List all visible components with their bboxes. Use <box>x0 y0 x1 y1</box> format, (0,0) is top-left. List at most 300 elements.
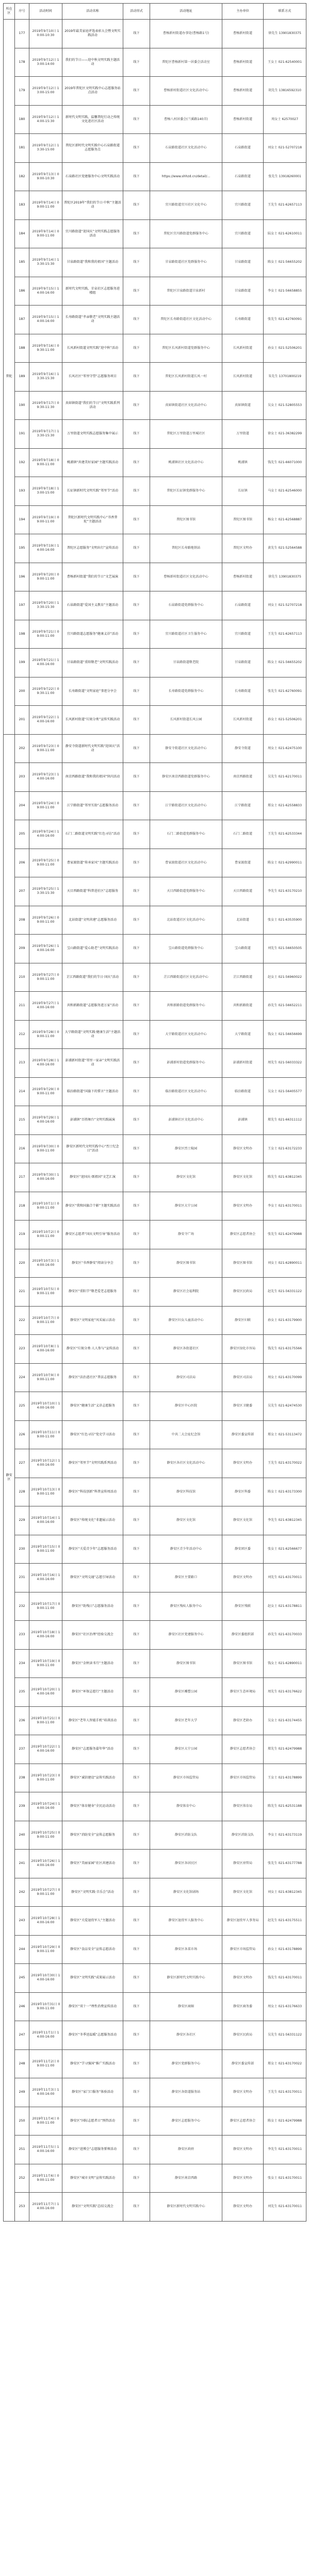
place-cell: 静安区雕塑公园 <box>150 1678 222 1707</box>
seq-cell: 247 <box>15 2021 29 2050</box>
seq-cell: 215 <box>15 1106 29 1135</box>
place-cell: 静安区南京西路 <box>150 2164 222 2193</box>
contact-cell: 吴先生 021-62474530 <box>264 1392 306 1421</box>
place-cell: 石门二路街道党群服务中心 <box>150 820 222 849</box>
name-cell: 静安区“文明家庭”风采展示活动 <box>62 1306 123 1335</box>
type-cell: 线下 <box>123 477 150 506</box>
name-cell: 静安区“文明实践·音乐会”活动 <box>62 1878 123 1907</box>
date-cell: 2019年9月23日 14:00-16:00 <box>29 763 62 792</box>
date-cell: 2019年9月18日 13:00-15:00 <box>29 477 62 506</box>
contact-cell: 刘先生 021-56650505 <box>264 935 306 963</box>
contact-cell: 赵女士 021-63178811 <box>264 1592 306 1621</box>
contact-cell: 李先生 021-63812345 <box>264 1506 306 1535</box>
org-cell: 静安区委宣传部 <box>222 1420 264 1449</box>
name-cell: 彭浦镇“百姓舞台”文明实践展演 <box>62 1106 123 1135</box>
date-cell: 2019年9月23日 09:00-11:00 <box>29 734 62 763</box>
name-cell: 宜川路街道“迎国庆”文明实践志愿服务活动 <box>62 219 123 248</box>
name-cell: 静安区“老年人智能手机”培训活动 <box>62 1706 123 1735</box>
header-seq: 序号 <box>15 4 29 20</box>
place-cell: 普陀区曹杨新村第一居委会活动室 <box>150 48 222 77</box>
org-cell: 静安区卫健委 <box>222 1392 264 1421</box>
seq-cell: 224 <box>15 1363 29 1392</box>
type-cell: 线下 <box>123 1535 150 1564</box>
place-cell: 曹杨八村居委会(兰溪路140弄) <box>150 105 222 134</box>
type-cell: 线下 <box>123 877 150 906</box>
table-row <box>4 1163 306 1192</box>
table-row <box>4 1764 306 1792</box>
org-cell: 南京西路街道 <box>222 763 264 792</box>
name-cell: 静安区“家门口服务”体验活动 <box>62 2078 123 2107</box>
place-cell: 静安区文化馆 <box>150 1506 222 1535</box>
type-cell: 线下 <box>123 1792 150 1821</box>
date-cell: 2019年9月26日 09:00-11:00 <box>29 906 62 935</box>
org-cell: 曹家渡街道 <box>222 849 264 877</box>
type-cell: 线下 <box>123 963 150 992</box>
contact-cell: 吴先生 021-56331122 <box>264 2021 306 2050</box>
name-cell: 普陀区2019年“我们的节日·中秋”主题活动 <box>62 191 123 220</box>
type-cell: 线下 <box>123 849 150 877</box>
name-cell: 静安区“金秋读书月”主题活动 <box>62 1649 123 1678</box>
table-row <box>4 2107 306 2136</box>
table-row <box>4 1278 306 1307</box>
date-cell: 2019年9月22日 14:00-16:00 <box>29 706 62 735</box>
place-cell: 普陀区长寿路地铁站 <box>150 534 222 563</box>
contact-cell: 刘女士 021-52707218 <box>264 134 306 163</box>
org-cell: 静安区文明办 <box>222 2078 264 2107</box>
contact-cell: 李女士 021-63170011 <box>264 1192 306 1221</box>
type-cell: 线下 <box>123 505 150 534</box>
table-row <box>4 1478 306 1506</box>
contact-cell: 李先生 021-63170011 <box>264 2136 306 2164</box>
org-cell: 静安区志愿者协会 <box>222 2107 264 2136</box>
name-cell: 长寿路街道“孝亲敬老”文明实践主题活动 <box>62 306 123 334</box>
seq-cell: 182 <box>15 162 29 191</box>
date-cell: 2019年9月19日 09:00-11:00 <box>29 505 62 534</box>
type-cell: 线下 <box>123 1907 150 1936</box>
place-cell: 普陀区图书馆 <box>150 505 222 534</box>
org-cell: 曹杨新村街道 <box>222 48 264 77</box>
name-cell: 静安区“助残日”志愿服务活动 <box>62 1592 123 1621</box>
org-cell: 静安区绿化市容局 <box>222 1335 264 1364</box>
contact-cell: 张先生 021-62760091 <box>264 306 306 334</box>
seq-cell: 248 <box>15 2049 29 2078</box>
name-cell: 万里街道文明实践志愿服务集中展示 <box>62 420 123 449</box>
seq-cell: 220 <box>15 1249 29 1278</box>
table-row <box>4 1192 306 1221</box>
date-cell: 2019年10月15日 09:00-11:00 <box>29 1535 62 1564</box>
table-row <box>4 1735 306 1764</box>
name-cell: 静安区“进博会”志愿服务誓师活动 <box>62 2136 123 2164</box>
place-cell: 静安区商圈 <box>150 1992 222 2021</box>
org-cell: 静安区文明办 <box>222 1964 264 1993</box>
org-cell: 长风新村街道 <box>222 363 264 392</box>
place-cell: 甘泉路街道敬老院 <box>150 649 222 677</box>
date-cell: 2019年9月16日 09:30-11:00 <box>29 334 62 363</box>
contact-cell: 赵女士 021-56960022 <box>264 963 306 992</box>
type-cell: 线下 <box>123 935 150 963</box>
place-cell: 静安区各社区 <box>150 2021 222 2050</box>
place-cell: 北站街道社区文化活动中心 <box>150 906 222 935</box>
org-cell: 曹杨新村街道 <box>222 77 264 106</box>
date-cell: 2019年10月27日 09:00-11:00 <box>29 1878 62 1907</box>
date-cell: 2019年9月25日 13:30-15:30 <box>29 877 62 906</box>
type-cell: 线下 <box>123 1821 150 1850</box>
type-cell: 线下 <box>123 1992 150 2021</box>
place-cell: 静安区大宁公园 <box>150 1735 222 1764</box>
name-cell: 2019年最美家庭评选表彰大会暨文明实践活动 <box>62 20 123 48</box>
place-cell: 静安区新时代文明实践中心 <box>150 1964 222 1993</box>
table-row <box>4 448 306 477</box>
type-cell: 线下 <box>123 1335 150 1364</box>
place-cell: 彭浦新村街道党群服务中心 <box>150 1049 222 1078</box>
date-cell: 2019年10月1日 09:00-11:00 <box>29 1192 62 1221</box>
org-cell: 静安团区委 <box>222 1535 264 1564</box>
name-cell: 静安区志愿者“国庆文明引导”服务活动 <box>62 1221 123 1249</box>
contact-cell: 孙女士 021-63179900 <box>264 1306 306 1335</box>
type-cell: 线下 <box>123 277 150 306</box>
seq-cell: 209 <box>15 935 29 963</box>
seq-cell: 191 <box>15 420 29 449</box>
name-cell: 静安区“环保志愿行”主题活动 <box>62 1678 123 1707</box>
date-cell: 2019年10月28日 14:00-16:00 <box>29 1907 62 1936</box>
table-row <box>4 1678 306 1707</box>
date-cell: 2019年9月18日 09:00-11:00 <box>29 448 62 477</box>
contact-cell: 孙女士 021-63178899 <box>264 1935 306 1964</box>
type-cell: 线下 <box>123 763 150 792</box>
table-row <box>4 48 306 77</box>
seq-cell: 239 <box>15 1792 29 1821</box>
date-cell: 2019年9月13日 09:00-10:30 <box>29 162 62 191</box>
name-cell: 甘泉路街道“重阳敬老”文明实践活动 <box>62 649 123 677</box>
seq-cell: 237 <box>15 1735 29 1764</box>
org-cell: 曹杨新村街道 <box>222 105 264 134</box>
type-cell: 线下 <box>123 191 150 220</box>
org-cell: 石泉路街道 <box>222 134 264 163</box>
seq-cell: 250 <box>15 2107 29 2136</box>
place-cell: 静安区青少年活动中心 <box>150 1535 222 1564</box>
contact-cell: 李先生 021-63170210 <box>264 877 306 906</box>
contact-cell: 李女士 021-56658855 <box>264 277 306 306</box>
name-cell: 芷江西路街道“我们的节日·国庆”活动 <box>62 963 123 992</box>
place-cell: 共和新路街道党群服务中心 <box>150 992 222 1021</box>
seq-cell: 217 <box>15 1163 29 1192</box>
org-cell: 桃浦镇 <box>222 448 264 477</box>
name-cell: 曹家渡街道“传承家风”主题实践活动 <box>62 849 123 877</box>
seq-cell: 213 <box>15 1049 29 1078</box>
org-cell: 静安区残联 <box>222 1592 264 1621</box>
seq-cell: 192 <box>15 448 29 477</box>
type-cell: 线下 <box>123 20 150 48</box>
org-cell: 曹杨新村街道 <box>222 20 264 48</box>
name-cell: 真如镇街道“我们的节日”文明实践系列活动 <box>62 391 123 420</box>
table-row <box>4 849 306 877</box>
org-cell: 静安区文明办 <box>222 1134 264 1163</box>
name-cell: 静安区新时代文明实践中心“烈士纪念日”活动 <box>62 1134 123 1163</box>
org-cell: 万里街道 <box>222 420 264 449</box>
date-cell: 2019年9月24日 14:00-16:00 <box>29 820 62 849</box>
activity-table <box>3 3 306 2222</box>
contact-cell: 刘女士 021-63812345 <box>264 1878 306 1907</box>
org-cell: 静安区文化馆 <box>222 1163 264 1192</box>
table-row <box>4 162 306 191</box>
org-cell: 长征镇 <box>222 477 264 506</box>
place-cell: 普陀区长风新村街道长风一村 <box>150 363 222 392</box>
date-cell: 2019年9月17日 09:30-11:30 <box>29 391 62 420</box>
date-cell: 2019年10月2日 09:00-11:00 <box>29 1221 62 1249</box>
org-cell: 静安区科委 <box>222 1478 264 1506</box>
header-contact: 联系方式 <box>264 4 306 20</box>
org-cell: 甘泉路街道 <box>222 248 264 277</box>
seq-cell: 204 <box>15 791 29 820</box>
place-cell: 普陀区甘泉路街道甘泉新村 <box>150 277 222 306</box>
place-cell: 静安区烈士陵园 <box>150 1134 222 1163</box>
name-cell: 静安区“迎国庆·颂祖国”文艺汇演 <box>62 1163 123 1192</box>
table-row <box>4 134 306 163</box>
date-cell: 2019年10月13日 09:00-11:00 <box>29 1478 62 1506</box>
name-cell: 静安区“关爱青少年”志愿服务活动 <box>62 1535 123 1564</box>
area-cell: 静安区 <box>4 734 15 2221</box>
table-row <box>4 935 306 963</box>
date-cell: 2019年9月14日 13:30-15:30 <box>29 248 62 277</box>
date-cell: 2019年10月7日 09:00-11:00 <box>29 1306 62 1335</box>
contact-cell: 孙先生 021-56652211 <box>264 992 306 1021</box>
place-cell: 真如镇街道社区文化活动中心 <box>150 391 222 420</box>
table-row <box>4 1449 306 1478</box>
type-cell: 线下 <box>123 248 150 277</box>
name-cell: 静安区“学习强国”推广实践活动 <box>62 2049 123 2078</box>
table-row <box>4 2049 306 2078</box>
type-cell: 线下 <box>123 1106 150 1135</box>
place-cell: 长寿路街道党群服务中心 <box>150 677 222 706</box>
org-cell: 长风新村街道 <box>222 334 264 363</box>
org-cell: 静安区志愿者协会 <box>222 1221 264 1249</box>
date-cell: 2019年9月22日 09:30-11:00 <box>29 677 62 706</box>
name-cell: 静安区“美丽家园”社区共建活动 <box>62 1850 123 1878</box>
type-cell: 线下 <box>123 1878 150 1907</box>
table-row <box>4 191 306 220</box>
name-cell: 我们的节日——迎中秋文明实践主题活动 <box>62 48 123 77</box>
place-cell: 静安区老年大学 <box>150 1706 222 1735</box>
contact-cell: 徐先生 13901830375 <box>264 20 306 48</box>
seq-cell: 233 <box>15 1621 29 1650</box>
contact-cell: 吴女士 021-56405577 <box>264 1077 306 1106</box>
place-cell: 静安区司法局 <box>150 1363 222 1392</box>
contact-cell: 郑先生 021-66311112 <box>264 1106 306 1135</box>
seq-cell: 223 <box>15 1335 29 1364</box>
place-cell: 静安体育中心 <box>150 1792 222 1821</box>
table-row <box>4 420 306 449</box>
table-row <box>4 734 306 763</box>
place-cell: 静安区主要路口 <box>150 1564 222 1592</box>
table-header-row <box>4 4 306 20</box>
contact-cell: 吴女士 021-63174455 <box>264 1706 306 1735</box>
name-cell: 普陀区新时代文明实践中心石泉路街道志愿服务点 <box>62 134 123 163</box>
seq-cell: 180 <box>15 105 29 134</box>
date-cell: 2019年10月21日 09:00-11:00 <box>29 1706 62 1735</box>
header-date: 活动时间 <box>29 4 62 20</box>
contact-cell: 郑女士 021-62558833 <box>264 791 306 820</box>
table-row <box>4 1049 306 1078</box>
contact-cell: 张先生 021-62760091 <box>264 677 306 706</box>
contact-cell: 刘女士 021-62890011 <box>264 1249 306 1278</box>
date-cell: 2019年11月6日 09:00-11:00 <box>29 2164 62 2193</box>
name-cell: 静安区“邻里节”文明实践系列活动 <box>62 1449 123 1478</box>
date-cell: 2019年10月30日 14:00-16:00 <box>29 1964 62 1993</box>
place-cell: 普陀区万里街道万里城社区 <box>150 420 222 449</box>
seq-cell: 207 <box>15 877 29 906</box>
org-cell: 静安区生态环境局 <box>222 1678 264 1707</box>
table-row <box>4 77 306 106</box>
date-cell: 2019年10月8日 14:00-16:00 <box>29 1335 62 1364</box>
date-cell: 2019年9月29日 14:00-16:00 <box>29 1106 62 1135</box>
place-cell: 宝山路街道党群服务中心 <box>150 935 222 963</box>
place-cell: 静安区退役军人服务中心 <box>150 1907 222 1936</box>
table-body <box>4 20 306 2222</box>
name-cell: 石泉路街道“爱国主义教育”主题活动 <box>62 591 123 620</box>
place-cell: 江宁路街道社区文化活动中心 <box>150 791 222 820</box>
table-row <box>4 649 306 677</box>
type-cell: 线下 <box>123 1221 150 1249</box>
table-row <box>4 363 306 392</box>
type-cell: 线下 <box>123 1764 150 1792</box>
type-cell: 线下 <box>123 1249 150 1278</box>
type-cell: 线下 <box>123 1392 150 1421</box>
date-cell: 2019年11月5日 14:00-16:00 <box>29 2136 62 2164</box>
contact-cell: 王先生 021-62657113 <box>264 620 306 649</box>
name-cell: 静安区“诚信建设”宣传实践活动 <box>62 1764 123 1792</box>
type-cell: 线下 <box>123 1363 150 1392</box>
seq-cell: 195 <box>15 534 29 563</box>
table-row <box>4 1964 306 1993</box>
date-cell: 2019年10月12日 14:00-16:00 <box>29 1449 62 1478</box>
table-row <box>4 505 306 534</box>
table-row <box>4 2078 306 2107</box>
org-cell: 静安区文化馆 <box>222 1878 264 1907</box>
type-cell: 线下 <box>123 1621 150 1650</box>
table-row <box>4 1020 306 1049</box>
contact-cell: 李女士 021-63173119 <box>264 1821 306 1850</box>
table-row <box>4 563 306 591</box>
header-org: 主办单位 <box>222 4 264 20</box>
date-cell: 2019年10月14日 14:00-16:00 <box>29 1506 62 1535</box>
name-cell: 普陀区新时代文明实践中心“书香普陀”主题活动 <box>62 505 123 534</box>
name-cell: 江宁路街道“邻里互助”志愿服务活动 <box>62 791 123 820</box>
type-cell: 线下 <box>123 1134 150 1163</box>
seq-cell: 218 <box>15 1192 29 1221</box>
type-cell: 线下 <box>123 77 150 106</box>
date-cell: 2019年9月14日 09:00-11:00 <box>29 219 62 248</box>
table-row <box>4 706 306 735</box>
seq-cell: 177 <box>15 20 29 48</box>
type-cell: 线下 <box>123 591 150 620</box>
type-cell: 线下 <box>123 906 150 935</box>
date-cell: 2019年11月7日 14:00-16:00 <box>29 2193 62 2222</box>
date-cell: 2019年9月26日 14:00-16:00 <box>29 935 62 963</box>
name-cell: 静安区“法治进社区”普法志愿服务 <box>62 1363 123 1392</box>
seq-cell: 197 <box>15 591 29 620</box>
contact-cell: 胡先生 13816592310 <box>264 77 306 106</box>
org-cell: 甘泉路街道 <box>222 649 264 677</box>
org-cell: 天目西路街道 <box>222 877 264 906</box>
name-cell: 长征镇新时代文明实践“邻里节”活动 <box>62 477 123 506</box>
date-cell: 2019年9月12日 13:00-14:00 <box>29 48 62 77</box>
type-cell: 线下 <box>123 820 150 849</box>
seq-cell: 194 <box>15 505 29 534</box>
type-cell: 线下 <box>123 1192 150 1221</box>
name-cell: 曹杨新村街道“我们的节日”文艺展演 <box>62 563 123 591</box>
contact-cell: 陈先生 021-62531188 <box>264 1792 306 1821</box>
contact-cell: 张女士 021-63535900 <box>264 906 306 935</box>
table-row <box>4 820 306 849</box>
contact-cell: 周女士 021-63170099 <box>264 1363 306 1392</box>
table-row <box>4 2136 306 2164</box>
contact-cell: 张先生 021-62479988 <box>264 1221 306 1249</box>
place-cell: 静安区社会福利院 <box>150 1278 222 1307</box>
date-cell: 2019年9月12日 13:30-15:00 <box>29 134 62 163</box>
date-cell: 2019年9月30日 09:00-11:00 <box>29 1134 62 1163</box>
table-row <box>4 1221 306 1249</box>
table-row <box>4 1564 306 1592</box>
contact-cell: 陈女士 021-62990011 <box>264 849 306 877</box>
table-row <box>4 591 306 620</box>
date-cell: 2019年11月2日 09:00-11:00 <box>29 2049 62 2078</box>
org-cell: 静安区房管局 <box>222 1850 264 1878</box>
place-cell: 静安区妇女儿童活动中心 <box>150 1306 222 1335</box>
type-cell: 线下 <box>123 1020 150 1049</box>
contact-cell: 陈女士 021-56655202 <box>264 649 306 677</box>
place-cell: 彭浦镇社区文化活动中心 <box>150 1106 222 1135</box>
type-cell: 线下 <box>123 1278 150 1307</box>
type-cell: 线下 <box>123 791 150 820</box>
name-cell: 宜川路街道志愿服务“健康义诊”活动 <box>62 620 123 649</box>
place-cell: 宜川路街道宜川社区文化中心 <box>150 191 222 220</box>
table-row <box>4 477 306 506</box>
seq-cell: 183 <box>15 191 29 220</box>
seq-cell: 232 <box>15 1592 29 1621</box>
place-cell: 普陀区长征镇党群服务中心 <box>150 477 222 506</box>
date-cell: 2019年9月27日 14:00-16:00 <box>29 992 62 1021</box>
date-cell: 2019年10月10日 14:00-16:00 <box>29 1392 62 1421</box>
name-cell: 大宁路街道“文明实践·健康生活”主题活动 <box>62 1020 123 1049</box>
contact-cell: 郑女士 021-53113472 <box>264 1420 306 1449</box>
table-row <box>4 1134 306 1163</box>
name-cell: 静安区“志愿服务嘉年华”活动 <box>62 1735 123 1764</box>
table-row <box>4 219 306 248</box>
org-cell: 静安区民政局 <box>222 1278 264 1307</box>
table-row <box>4 1649 306 1678</box>
seq-cell: 203 <box>15 763 29 792</box>
seq-cell: 198 <box>15 620 29 649</box>
type-cell: 线下 <box>123 1449 150 1478</box>
seq-cell: 186 <box>15 277 29 306</box>
contact-cell: 孙女士 021-52506201 <box>264 334 306 363</box>
date-cell: 2019年9月30日 14:00-16:00 <box>29 1163 62 1192</box>
table-row <box>4 1621 306 1650</box>
type-cell: 线下 <box>123 992 150 1021</box>
contact-cell: 刘女士 021-52707218 <box>264 591 306 620</box>
contact-cell: 王女士 021-62540001 <box>264 48 306 77</box>
seq-cell: 216 <box>15 1134 29 1163</box>
type-cell: 线下 <box>123 2021 150 2050</box>
contact-cell: 吴先生 021-62170011 <box>264 763 306 792</box>
date-cell: 2019年10月26日 14:00-16:00 <box>29 1850 62 1878</box>
date-cell: 2019年9月20日 09:00-11:00 <box>29 563 62 591</box>
name-cell: 静安区“健康生活”义诊志愿服务 <box>62 1392 123 1421</box>
place-cell: 静安区图书馆 <box>150 1249 222 1278</box>
org-cell: 普陀区文明办 <box>222 534 264 563</box>
seq-cell: 243 <box>15 1907 29 1936</box>
table-row <box>4 1878 306 1907</box>
